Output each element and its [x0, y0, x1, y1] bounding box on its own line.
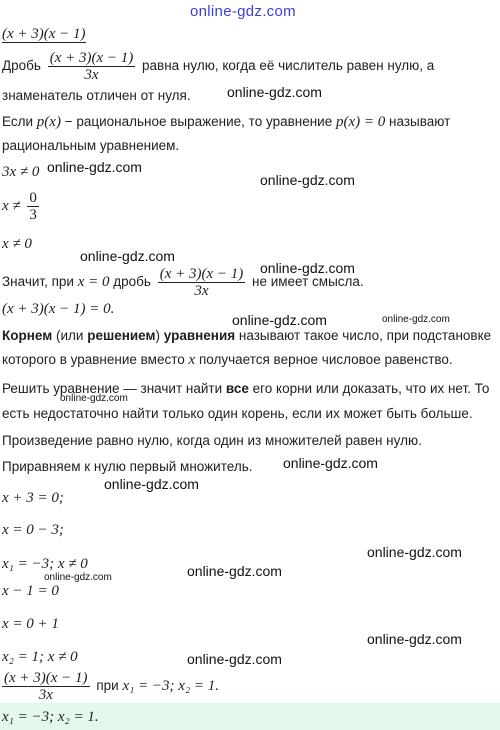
- answer-line: x₁ = −3; x₂ = 1.: [2, 709, 99, 725]
- paragraph-root-definition: [2, 328, 491, 344]
- fraction-denominator: 3x: [194, 283, 209, 299]
- math-inline: x: [188, 352, 196, 368]
- math-line: x ≠ 0: [2, 236, 32, 252]
- paragraph-line: есть недостаточно найти только один корень, если их может быть больше.: [2, 406, 473, 421]
- header-expression: (x + 3)(x − 1): [2, 26, 86, 42]
- substitution-line: [2, 670, 219, 703]
- watermark: online-gdz.com: [104, 476, 199, 492]
- math-line: x = 0 + 1: [2, 616, 59, 632]
- fraction-denominator: 3: [29, 207, 37, 223]
- watermark: online-gdz.com: [283, 455, 378, 471]
- watermark: online-gdz.com: [367, 544, 462, 560]
- text: − рациональное выражение, то уравнение: [64, 114, 333, 129]
- math-inline: x₁ = −3; x₂ = 1.: [122, 678, 220, 695]
- text: дробь: [113, 274, 151, 290]
- fraction: [158, 266, 246, 299]
- math-line: x = 0 − 3;: [2, 522, 64, 538]
- fraction-numerator: (x + 3)(x − 1): [49, 50, 134, 66]
- math-inline: x = 0: [77, 274, 110, 291]
- text: равна нулю, когда её числитель равен нулю, а: [142, 58, 435, 74]
- watermark: online-gdz.com: [260, 260, 355, 276]
- watermark: online-gdz.com: [80, 248, 175, 264]
- math-inline: p(x) = 0: [336, 114, 386, 130]
- fraction: [2, 670, 90, 703]
- math-line: [2, 190, 42, 223]
- math-line: (x + 3)(x − 1) = 0.: [2, 301, 115, 317]
- watermark: online-gdz.com: [232, 312, 327, 328]
- paragraph-fraction-zero: [2, 50, 434, 83]
- paragraph-product-zero: Произведение равно нулю, когда один из множителей равен нулю.: [2, 433, 422, 448]
- fraction: [48, 50, 136, 83]
- watermark: online-gdz.com: [187, 563, 282, 579]
- text: ): [155, 328, 160, 343]
- text: называют: [389, 114, 451, 129]
- fraction-denominator: 3x: [84, 67, 99, 83]
- math-inline: x ≠: [2, 198, 21, 215]
- text: Решить уравнение — значит найти: [2, 381, 223, 396]
- watermark: online-gdz.com: [367, 631, 462, 647]
- math-line: x − 1 = 0: [2, 583, 59, 599]
- paragraph-first-factor: Приравняем к нулю первый множитель.: [2, 459, 253, 474]
- fraction-numerator: (x + 3)(x − 1): [4, 670, 88, 686]
- paragraph-rational: [2, 114, 450, 130]
- fraction: [27, 190, 39, 223]
- text: Если: [2, 114, 34, 129]
- watermark: online-gdz.com: [187, 651, 282, 667]
- watermark-top: online-gdz.com: [190, 3, 296, 20]
- text: (или: [55, 328, 84, 343]
- math-line: x + 3 = 0;: [2, 490, 64, 506]
- text: не имеет смысла.: [252, 274, 364, 290]
- bold-term: уравнения: [163, 328, 236, 343]
- watermark: online-gdz.com: [60, 393, 128, 404]
- text: Дробь: [2, 58, 41, 74]
- watermark: online-gdz.com: [227, 84, 322, 100]
- text: которого в уравнение вместо: [2, 352, 185, 367]
- formula-header: [2, 26, 86, 42]
- math-line: 3x ≠ 0: [2, 164, 40, 180]
- math-inline: p(x): [36, 114, 61, 130]
- watermark: online-gdz.com: [47, 159, 142, 175]
- text: его корни или доказать, что их нет. То: [252, 381, 490, 396]
- paragraph-line: знаменатель отличен от нуля.: [2, 88, 191, 103]
- text: при: [96, 678, 119, 694]
- fraction-denominator: 3x: [38, 687, 53, 703]
- fraction-numerator: 0: [29, 190, 37, 206]
- math-line: x₁ = −3; x ≠ 0: [2, 556, 88, 572]
- text: Значит, при: [2, 274, 74, 290]
- bold-term: все: [225, 381, 249, 396]
- math-line: x₂ = 1; x ≠ 0: [2, 649, 78, 665]
- fraction-numerator: (x + 3)(x − 1): [159, 266, 244, 282]
- paragraph-line: [2, 352, 453, 368]
- bold-term: решением: [87, 328, 156, 343]
- watermark: online-gdz.com: [382, 314, 450, 325]
- bold-term: Корнем: [2, 328, 53, 343]
- text: получается верное числовое равенство.: [198, 352, 453, 367]
- paragraph-line: рациональным уравнением.: [2, 138, 180, 153]
- text: называют такое число, при подстановке: [238, 328, 492, 343]
- watermark: online-gdz.com: [260, 172, 355, 188]
- watermark: online-gdz.com: [44, 572, 112, 583]
